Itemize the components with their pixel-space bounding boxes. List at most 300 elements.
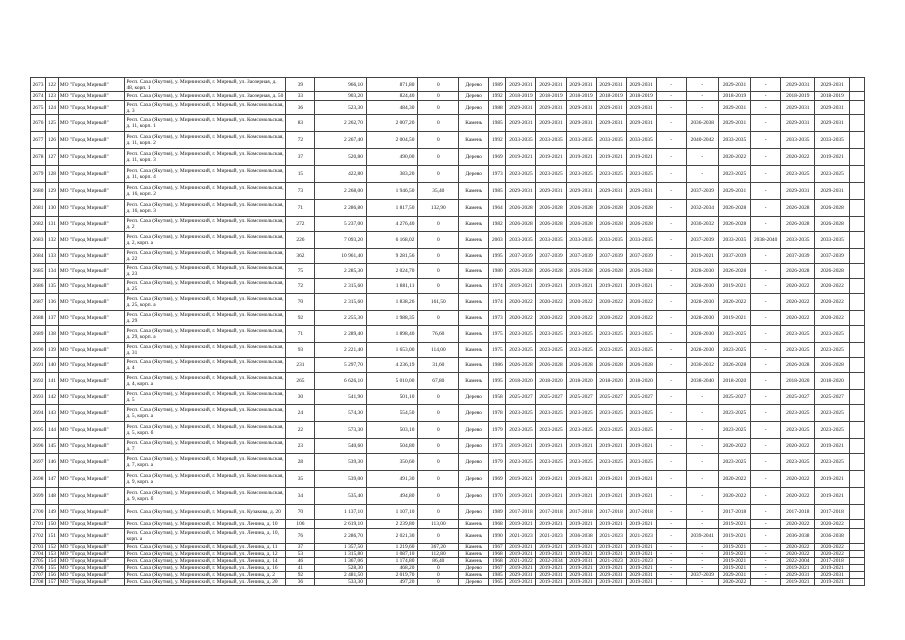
living-area-cell: 9 281,56 [366,249,418,264]
residents-count-cell: 34 [286,488,315,505]
period-11-cell: 2036-2038 [815,529,849,544]
living-area-cell: 468,20 [366,565,418,572]
row-index-cell: 138 [46,326,59,343]
period-11-cell: 2023-2025 [815,405,849,422]
period-11-cell: 2018-2019 [815,92,849,101]
empty-cell [849,505,864,520]
row-index-cell: 141 [46,373,59,390]
period-5-cell: 2029-2031 [626,572,656,579]
period-11-cell: 2025-2027 [815,390,849,405]
period-8-cell: 2026-2028 [718,358,750,373]
period-11-cell: 2020-2022 [815,311,849,326]
row-index-cell: 137 [46,311,59,326]
period-5-cell: 2026-2028 [626,217,656,232]
period-11-cell: 2029-2031 [815,115,849,132]
build-year-cell: 1992 [489,132,506,149]
row-index-cell: 156 [46,572,59,579]
total-area-cell: 539,30 [315,454,367,471]
empty-cell [849,200,864,217]
period-3-cell: 2019-2021 [566,439,596,454]
table-row [31,505,865,520]
wall-material-cell: Камень [459,343,489,358]
period-8-cell: 2017-2018 [718,505,750,520]
nonliving-area-cell: 0 [418,390,459,405]
period-5-cell: 2023-2025 [626,343,656,358]
period-11-cell: 2023-2025 [815,454,849,471]
period-7-cell: - [686,544,718,551]
wall-material-cell: Дерево [459,166,489,183]
municipality-cell: МО "Город Мирный" [58,183,125,200]
period-10-cell: 2020-2022 [781,311,815,326]
period-10-cell: 2029-2031 [781,78,815,92]
period-9-cell: - [751,217,781,232]
period-11-cell: 2029-2031 [815,183,849,200]
period-6-cell: - [656,551,686,558]
period-2-cell: 2026-2028 [536,217,566,232]
period-10-cell: 2029-2031 [781,101,815,115]
period-3-cell: 2019-2021 [566,488,596,505]
empty-cell [849,454,864,471]
period-9-cell: - [751,343,781,358]
row-number-cell: 2678 [31,149,46,166]
period-2-cell: 2037-2039 [536,249,566,264]
row-number-cell: 2698 [31,471,46,488]
living-area-cell: 1 219,60 [366,544,418,551]
period-8-cell: 2018-2020 [718,373,750,390]
row-index-cell: 140 [46,358,59,373]
nonliving-area-cell: 0 [418,505,459,520]
period-3-cell: 2020-2022 [566,311,596,326]
table-row [31,565,865,572]
municipality-cell: МО "Город Мирный" [58,558,125,565]
row-index-cell: 132 [46,232,59,249]
period-9-cell: - [751,294,781,311]
period-1-cell: 2018-2020 [506,373,536,390]
period-11-cell: 2026-2028 [815,217,849,232]
empty-cell [849,326,864,343]
residents-count-cell: 53 [286,551,315,558]
period-3-cell: 2023-2025 [566,166,596,183]
period-1-cell: 2037-2039 [506,249,536,264]
build-year-cell: 1968 [489,558,506,565]
period-3-cell: 2029-2031 [566,572,596,579]
empty-cell [849,217,864,232]
address-cell: Респ. Саха (Якутия), у. Мирнинский, г. Мирный, ул. Комсомольская, д. 11, корп. 2 [125,132,286,149]
residents-count-cell: 76 [286,529,315,544]
period-4-cell: 2026-2028 [596,358,626,373]
period-2-cell: 2023-2025 [536,405,566,422]
total-area-cell: 2 221,40 [315,343,367,358]
period-3-cell: 2023-2025 [566,326,596,343]
period-5-cell: 2029-2031 [626,101,656,115]
build-year-cell: 1965 [489,579,506,586]
build-year-cell: 1978 [489,405,506,422]
living-area-cell: 2 021,30 [366,529,418,544]
wall-material-cell: Камень [459,311,489,326]
empty-cell [849,422,864,439]
empty-cell [849,358,864,373]
residents-count-cell: 71 [286,326,315,343]
living-area-cell: 504,80 [366,439,418,454]
build-year-cell: 1969 [489,471,506,488]
period-1-cell: 2026-2028 [506,217,536,232]
period-7-cell: 2037-2039 [686,232,718,249]
total-area-cell: 535,40 [315,488,367,505]
row-index-cell: 143 [46,405,59,422]
period-9-cell: - [751,422,781,439]
living-area-cell: 1 898,40 [366,326,418,343]
period-10-cell: 2020-2022 [781,544,815,551]
period-9-cell: - [751,551,781,558]
period-11-cell: 2037-2039 [815,249,849,264]
total-area-cell: 520,80 [315,149,367,166]
row-number-cell: 2681 [31,200,46,217]
period-9-cell: - [751,279,781,294]
table-row [31,78,865,92]
empty-cell [849,551,864,558]
municipality-cell: МО "Город Мирный" [58,115,125,132]
build-year-cell: 1968 [489,520,506,529]
period-6-cell: - [656,166,686,183]
table-row [31,232,865,249]
period-4-cell: 2023-2025 [596,454,626,471]
period-9-cell: - [751,115,781,132]
residents-count-cell: 37 [286,149,315,166]
period-5-cell: 2021-2023 [626,558,656,565]
period-8-cell: 2019-2021 [718,544,750,551]
municipality-cell: МО "Город Мирный" [58,529,125,544]
period-11-cell: 2026-2028 [815,200,849,217]
period-4-cell: 2029-2031 [596,115,626,132]
wall-material-cell: Камень [459,520,489,529]
period-3-cell: 2033-2035 [566,132,596,149]
period-4-cell: 2033-2035 [596,232,626,249]
residents-count-cell: 72 [286,132,315,149]
period-4-cell: 2026-2028 [596,200,626,217]
table-row [31,249,865,264]
living-area-cell: 1 988,35 [366,311,418,326]
row-index-cell: 146 [46,454,59,471]
period-9-cell: - [751,520,781,529]
residents-count-cell: 30 [286,390,315,405]
residents-count-cell: 83 [286,115,315,132]
address-cell: Респ. Саха (Якутия), у. Мирнинский, г. Мирный, ул. Комсомольская, д. 11, корп. 4 [125,166,286,183]
total-area-cell: 574,30 [315,405,367,422]
period-2-cell: 2019-2021 [536,488,566,505]
period-7-cell: - [686,101,718,115]
period-6-cell: - [656,572,686,579]
period-11-cell: 2023-2025 [815,166,849,183]
period-7-cell: 2028-2030 [686,294,718,311]
nonliving-area-cell: 0 [418,217,459,232]
period-10-cell: 2020-2022 [781,149,815,166]
total-area-cell: 5 237,00 [315,217,367,232]
period-5-cell: 2019-2021 [626,471,656,488]
table-row [31,471,865,488]
period-5-cell: 2019-2021 [626,439,656,454]
table-row [31,101,865,115]
build-year-cell: 1982 [489,217,506,232]
period-6-cell: - [656,373,686,390]
period-10-cell: 2017-2018 [781,505,815,520]
residents-count-cell: 231 [286,358,315,373]
period-2-cell: 2019-2021 [536,520,566,529]
municipality-cell: МО "Город Мирный" [58,439,125,454]
residents-count-cell: 24 [286,405,315,422]
municipality-cell: МО "Город Мирный" [58,326,125,343]
period-5-cell: 2023-2025 [626,166,656,183]
wall-material-cell: Камень [459,294,489,311]
period-3-cell: 2018-2020 [566,373,596,390]
period-4-cell: 2020-2022 [596,311,626,326]
living-area-cell: 1 817,50 [366,200,418,217]
row-number-cell: 2705 [31,558,46,565]
period-7-cell: 2028-2030 [686,326,718,343]
table-body [31,78,865,586]
table-row [31,92,865,101]
period-7-cell: 2028-2030 [686,311,718,326]
period-9-cell: - [751,572,781,579]
wall-material-cell: Камень [459,217,489,232]
period-4-cell: 2023-2025 [596,422,626,439]
period-10-cell: 2018-2020 [781,373,815,390]
table-row [31,439,865,454]
table-row [31,405,865,422]
period-1-cell: 2019-2021 [506,551,536,558]
period-4-cell: 2019-2021 [596,544,626,551]
period-11-cell: 2033-2035 [815,232,849,249]
nonliving-area-cell: 0 [418,149,459,166]
table-row [31,551,865,558]
municipality-cell: МО "Город Мирный" [58,390,125,405]
row-index-cell: 153 [46,551,59,558]
period-10-cell: 2029-2031 [781,115,815,132]
total-area-cell: 2 255,30 [315,311,367,326]
address-cell: Респ. Саха (Якутия), у. Мирнинский, г. Мирный, ул. Комсомольская, д. 5, корп. а [125,405,286,422]
period-3-cell: 2033-2035 [566,232,596,249]
period-10-cell: 2026-2028 [781,200,815,217]
empty-cell [849,115,864,132]
empty-cell [849,279,864,294]
period-2-cell: 2025-2027 [536,390,566,405]
empty-cell [849,149,864,166]
build-year-cell: 1992 [489,92,506,101]
row-number-cell: 2686 [31,279,46,294]
residents-count-cell: 92 [286,311,315,326]
address-cell: Респ. Саха (Якутия), у. Мирнинский, г. Мирный, ул. Комсомольская, д. 3 [125,101,286,115]
period-11-cell: 2017-2018 [815,505,849,520]
address-cell: Респ. Саха (Якутия), у. Мирнинский, г. Мирный, ул. Комсомольская, д. 22 [125,249,286,264]
period-6-cell: - [656,544,686,551]
residents-count-cell: 36 [286,579,315,586]
period-3-cell: 2026-2028 [566,264,596,279]
period-10-cell: 2025-2027 [781,390,815,405]
period-5-cell: 2019-2021 [626,551,656,558]
period-8-cell: 2026-2028 [718,217,750,232]
total-area-cell: 1 357,50 [315,544,367,551]
period-7-cell: 2019-2021 [686,249,718,264]
row-number-cell: 2676 [31,115,46,132]
row-number-cell: 2687 [31,294,46,311]
empty-cell [849,78,864,92]
wall-material-cell: Камень [459,232,489,249]
period-8-cell: 2029-2031 [718,115,750,132]
period-8-cell: 2026-2028 [718,200,750,217]
period-7-cell: 2030-2032 [686,217,718,232]
nonliving-area-cell: 0 [418,405,459,422]
nonliving-area-cell: 0 [418,529,459,544]
period-9-cell: - [751,439,781,454]
total-area-cell: 1 367,06 [315,558,367,565]
period-7-cell: 2032-2034 [686,200,718,217]
nonliving-area-cell: 132,90 [418,200,459,217]
build-year-cell: 2003 [489,232,506,249]
row-number-cell: 2694 [31,405,46,422]
period-1-cell: 2023-2025 [506,405,536,422]
period-9-cell: - [751,454,781,471]
period-6-cell: - [656,505,686,520]
address-cell: Респ. Саха (Якутия), у. Мирнинский, г. Мирный, ул. Заозерная, д. 50 [125,92,286,101]
period-7-cell: - [686,390,718,405]
period-7-cell: 2028-2030 [686,264,718,279]
row-number-cell: 2692 [31,373,46,390]
living-area-cell: 2 024,70 [366,264,418,279]
period-5-cell: 2019-2021 [626,149,656,166]
period-4-cell: 2033-2035 [596,132,626,149]
period-5-cell: 2023-2025 [626,326,656,343]
period-8-cell: 2019-2021 [718,558,750,565]
period-2-cell: 2018-2020 [536,373,566,390]
nonliving-area-cell: 0 [418,422,459,439]
period-6-cell: - [656,183,686,200]
living-area-cell: 6 168,02 [366,232,418,249]
empty-cell [849,132,864,149]
total-area-cell: 533,30 [315,579,367,586]
period-5-cell: 2026-2028 [626,264,656,279]
row-index-cell: 154 [46,558,59,565]
wall-material-cell: Камень [459,558,489,565]
period-4-cell: 2029-2031 [596,572,626,579]
address-cell: Респ. Саха (Якутия), у. Мирнинский, г. Мирный, ул. Комсомольская, д. 2, корп. а [125,232,286,249]
period-7-cell: - [686,92,718,101]
wall-material-cell: Камень [459,183,489,200]
total-area-cell: 2 315,60 [315,279,367,294]
wall-material-cell: Дерево [459,454,489,471]
residents-count-cell: 226 [286,232,315,249]
municipality-cell: МО "Город Мирный" [58,405,125,422]
period-8-cell: 2033-2035 [718,232,750,249]
row-number-cell: 2690 [31,343,46,358]
period-10-cell: 2029-2031 [781,572,815,579]
period-5-cell: 2033-2035 [626,132,656,149]
residents-count-cell: 73 [286,183,315,200]
period-3-cell: 2029-2031 [566,558,596,565]
nonliving-area-cell: 0 [418,264,459,279]
row-number-cell: 2708 [31,579,46,586]
living-area-cell: 554,50 [366,405,418,422]
period-5-cell: 2029-2031 [626,115,656,132]
period-5-cell: 2019-2021 [626,544,656,551]
period-4-cell: 2026-2028 [596,264,626,279]
build-year-cell: 1985 [489,572,506,579]
period-10-cell: 2026-2028 [781,264,815,279]
period-5-cell: 2017-2018 [626,505,656,520]
period-1-cell: 2029-2031 [506,115,536,132]
municipality-cell: МО "Город Мирный" [58,358,125,373]
period-2-cell: 2023-2025 [536,326,566,343]
period-4-cell: 2017-2018 [596,505,626,520]
nonliving-area-cell: 0 [418,279,459,294]
residents-count-cell: 22 [286,422,315,439]
period-2-cell: 2017-2018 [536,505,566,520]
empty-cell [849,579,864,586]
period-4-cell: 2018-2019 [596,92,626,101]
row-number-cell: 2707 [31,572,46,579]
period-3-cell: 2037-2039 [566,249,596,264]
period-6-cell: - [656,390,686,405]
row-number-cell: 2696 [31,439,46,454]
period-11-cell: 2019-2021 [815,565,849,572]
period-8-cell: 2037-2039 [718,249,750,264]
living-area-cell: 1 881,11 [366,279,418,294]
living-area-cell: 5 010,00 [366,373,418,390]
wall-material-cell: Камень [459,529,489,544]
residents-count-cell: 33 [286,92,315,101]
period-2-cell: 2032-2034 [536,558,566,565]
period-8-cell: 2020-2022 [718,439,750,454]
period-11-cell: 2029-2031 [815,101,849,115]
period-8-cell: 2019-2021 [718,551,750,558]
municipality-cell: МО "Город Мирный" [58,78,125,92]
period-1-cell: 2018-2019 [506,92,536,101]
wall-material-cell: Камень [459,358,489,373]
period-10-cell: 2018-2019 [781,92,815,101]
build-year-cell: 1980 [489,264,506,279]
address-cell: Респ. Саха (Якутия), у. Мирнинский, г. Мирный, ул. Комсомольская, д. 5 [125,390,286,405]
total-area-cell: 2 289,40 [315,326,367,343]
total-area-cell: 5 297,70 [315,358,367,373]
period-11-cell: 2029-2031 [815,78,849,92]
total-area-cell: 903,20 [315,92,367,101]
living-area-cell: 4 276,40 [366,217,418,232]
period-9-cell: - [751,373,781,390]
living-area-cell: 1 946,50 [366,183,418,200]
row-index-cell: 152 [46,544,59,551]
living-area-cell: 497,20 [366,579,418,586]
period-7-cell: - [686,439,718,454]
residents-count-cell: 93 [286,343,315,358]
period-1-cell: 2019-2021 [506,471,536,488]
nonliving-area-cell: 0 [418,115,459,132]
period-3-cell: 2029-2031 [566,78,596,92]
build-year-cell: 1989 [489,505,506,520]
build-year-cell: 1986 [489,358,506,373]
municipality-cell: МО "Город Мирный" [58,551,125,558]
address-cell: Респ. Саха (Якутия), у. Мирнинский, г. Мирный, ул. Комсомольская, д. 2 [125,217,286,232]
residents-count-cell: 71 [286,200,315,217]
period-8-cell: 2020-2022 [718,488,750,505]
build-year-cell: 1967 [489,565,506,572]
table-row [31,373,865,390]
period-4-cell: 2029-2031 [596,183,626,200]
row-number-cell: 2675 [31,101,46,115]
period-11-cell: 2020-2022 [815,551,849,558]
wall-material-cell: Камень [459,249,489,264]
period-4-cell: 2019-2021 [596,520,626,529]
residents-count-cell: 41 [286,565,315,572]
row-index-cell: 149 [46,505,59,520]
row-index-cell: 148 [46,488,59,505]
